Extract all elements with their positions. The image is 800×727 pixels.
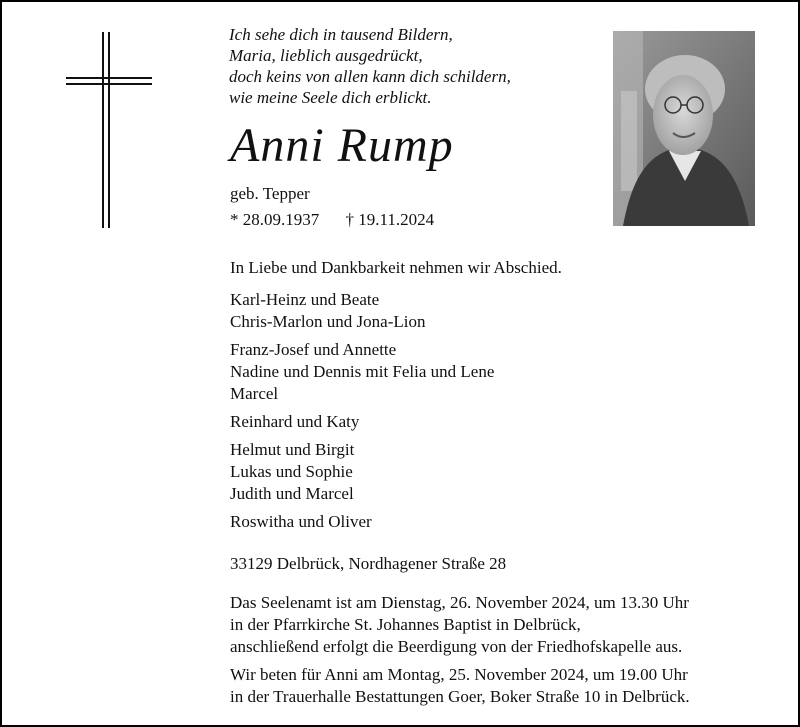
mourner-line: Roswitha und Oliver xyxy=(230,512,372,531)
service-info xyxy=(230,592,690,714)
family-group xyxy=(230,439,494,505)
mourner-line: Reinhard und Katy xyxy=(230,412,360,431)
prayer-paragraph xyxy=(230,664,690,708)
family-group xyxy=(230,511,494,533)
service-line: anschließend erfolgt die Beerdigung von der Friedhofskapelle aus. xyxy=(230,637,683,656)
mourner-line: Marcel xyxy=(230,384,279,403)
mourner-line: Judith und Marcel xyxy=(230,484,354,503)
service-line: Wir beten für Anni am Montag, 25. November 2024, um 19.00 Uhr xyxy=(230,665,688,684)
service-line: in der Trauerhalle Bestattungen Goer, Boker Straße 10 in Delbrück. xyxy=(230,687,690,706)
mourner-line: Franz-Josef und Annette xyxy=(230,340,397,359)
mourners-list xyxy=(230,289,494,539)
mourner-line: Nadine und Dennis mit Felia und Lene xyxy=(230,362,495,381)
poem-line: Maria, lieblich ausgedrückt, xyxy=(229,46,423,65)
birth-name: geb. Tepper xyxy=(230,184,310,203)
mourner-line: Karl-Heinz und Beate xyxy=(230,290,380,309)
funeral-mass-paragraph xyxy=(230,592,690,658)
farewell-text: In Liebe und Dankbarkeit nehmen wir Abschied. xyxy=(230,258,562,277)
poem xyxy=(229,24,511,108)
service-line: in der Pfarrkirche St. Johannes Baptist in Delbrück, xyxy=(230,615,581,634)
family-group xyxy=(230,289,494,333)
mourner-line: Lukas und Sophie xyxy=(230,462,353,481)
death-date: † 19.11.2024 xyxy=(345,210,435,229)
poem-line: doch keins von allen kann dich schildern, xyxy=(229,67,511,86)
address: 33129 Delbrück, Nordhagener Straße 28 xyxy=(230,554,507,573)
portrait-photo xyxy=(613,31,755,226)
birth-date: * 28.09.1937 xyxy=(230,210,320,229)
family-group xyxy=(230,411,494,433)
life-dates xyxy=(230,210,434,230)
service-line: Das Seelenamt ist am Dienstag, 26. November 2024, um 13.30 Uhr xyxy=(230,593,689,612)
deceased-name: Anni Rump xyxy=(230,119,454,172)
mourner-line: Chris-Marlon und Jona-Lion xyxy=(230,312,426,331)
poem-line: wie meine Seele dich erblickt. xyxy=(229,88,432,107)
family-group xyxy=(230,339,494,405)
poem-line: Ich sehe dich in tausend Bildern, xyxy=(229,25,453,44)
cross-icon xyxy=(66,32,152,228)
mourner-line: Helmut und Birgit xyxy=(230,440,355,459)
